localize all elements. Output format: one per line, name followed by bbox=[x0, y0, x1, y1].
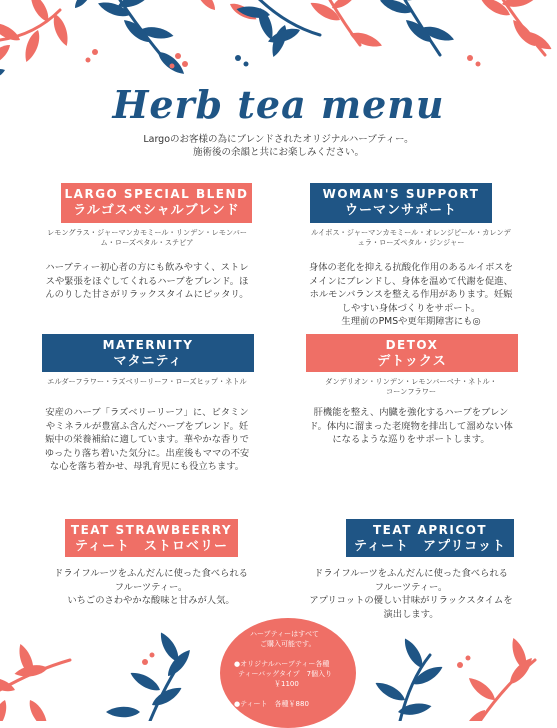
menu-item-title-maternity: MATERNITY マタニティ bbox=[42, 334, 254, 372]
menu-item-ingredients: ルイボス・ジャーマンカモミール・オレンジピール・カレンデ ュラ・ローズペタル・ジンジャー bbox=[311, 228, 511, 247]
menu-item-title-teat-strawberry: TEAT STRAWBEERRY ティート ストロベリー bbox=[65, 519, 238, 557]
menu-item-description: 肝機能を整え、内臓を強化するハーブをブレン ド。体内に溜まった老廃物を排出して溜めない体 になるような巡りをサポートします。 bbox=[309, 407, 513, 445]
menu-item-title-detox: DETOX デトックス bbox=[306, 334, 518, 372]
menu-item-description: ハーブティー初心者の方にも飲みやすく、ストレ スや緊張をほぐしてくれるハーブをブレンド。ほ んのりした甘さがリラックスタイムにピッタリ。 bbox=[45, 262, 249, 300]
intro-line: 施術後の余韻と共にお楽しみください。 bbox=[192, 147, 364, 158]
purchase-heading: ハーブティーはすべて bbox=[250, 630, 319, 638]
menu-item-title-largo-special-blend: LARGO SPECIAL BLEND ラルゴスペシャルブレンド bbox=[61, 183, 252, 223]
menu-item-ingredients: エルダーフラワー・ラズベリーリーフ・ローズヒップ・ネトル bbox=[47, 377, 247, 386]
menu-item-description: ドライフルーツをふんだんに使った食べられる フルーツティー。 アプリコットの優しい甘味がリラックスタイムを 演出します。 bbox=[309, 568, 513, 620]
purchase-line: ティーバッグタイプ 7個入り bbox=[238, 670, 333, 678]
purchase-heading: ご購入可能です。 bbox=[260, 640, 316, 648]
page-title: Herb tea menu bbox=[112, 82, 445, 127]
purchase-line: ●オリジナルハーブティー各種 bbox=[234, 660, 330, 668]
menu-item-title-teat-apricot: TEAT APRICOT ティート アプリコット bbox=[346, 519, 514, 557]
menu-item-ingredients: ダンデリオン・リンデン・レモンバーベナ・ネトル・ コーンフラワー bbox=[325, 377, 497, 396]
menu-item-title-womans-support: WOMAN'S SUPPORT ウーマンサポート bbox=[310, 183, 492, 223]
menu-item-ingredients: レモングラス・ジャーマンカモミール・リンデン・レモンバー ム・ローズペタル・ステビア bbox=[47, 228, 247, 247]
purchase-info-badge bbox=[220, 618, 356, 728]
menu-item-description: ドライフルーツをふんだんに使った食べられる フルーツティー。 いちごのさわやかな酸味と甘みが人気。 bbox=[54, 568, 248, 606]
intro-line: Largoのお客様の為にブレンドされたオリジナルハーブティー。 bbox=[143, 134, 414, 145]
purchase-price: ￥1100 bbox=[274, 680, 299, 688]
intro-text bbox=[0, 133, 557, 159]
purchase-line: ●ティート 各種￥880 bbox=[234, 700, 309, 708]
menu-item-description: 安産のハーブ「ラズベリーリーフ」に、ビタミン やミネラルが豊富ふ含んだハーブをブレンド。妊 娠中の栄養補給に適しています。華やかな香りで ゆったり落ち着いた気分に。出産後もママの不安 な心を落ち着かせ、母乳育児にも役立ちます。 bbox=[44, 407, 250, 472]
menu-item-description: 身体の老化を抑える抗酸化作用のあるルイボスを メインにブレンドし、身体を温めて代謝を促進、 ホルモンバランスを整える作用があります。妊娠 しやすい身体づくりをサポート。 生理前のPMSや更年期障害にも◎ bbox=[308, 262, 514, 327]
